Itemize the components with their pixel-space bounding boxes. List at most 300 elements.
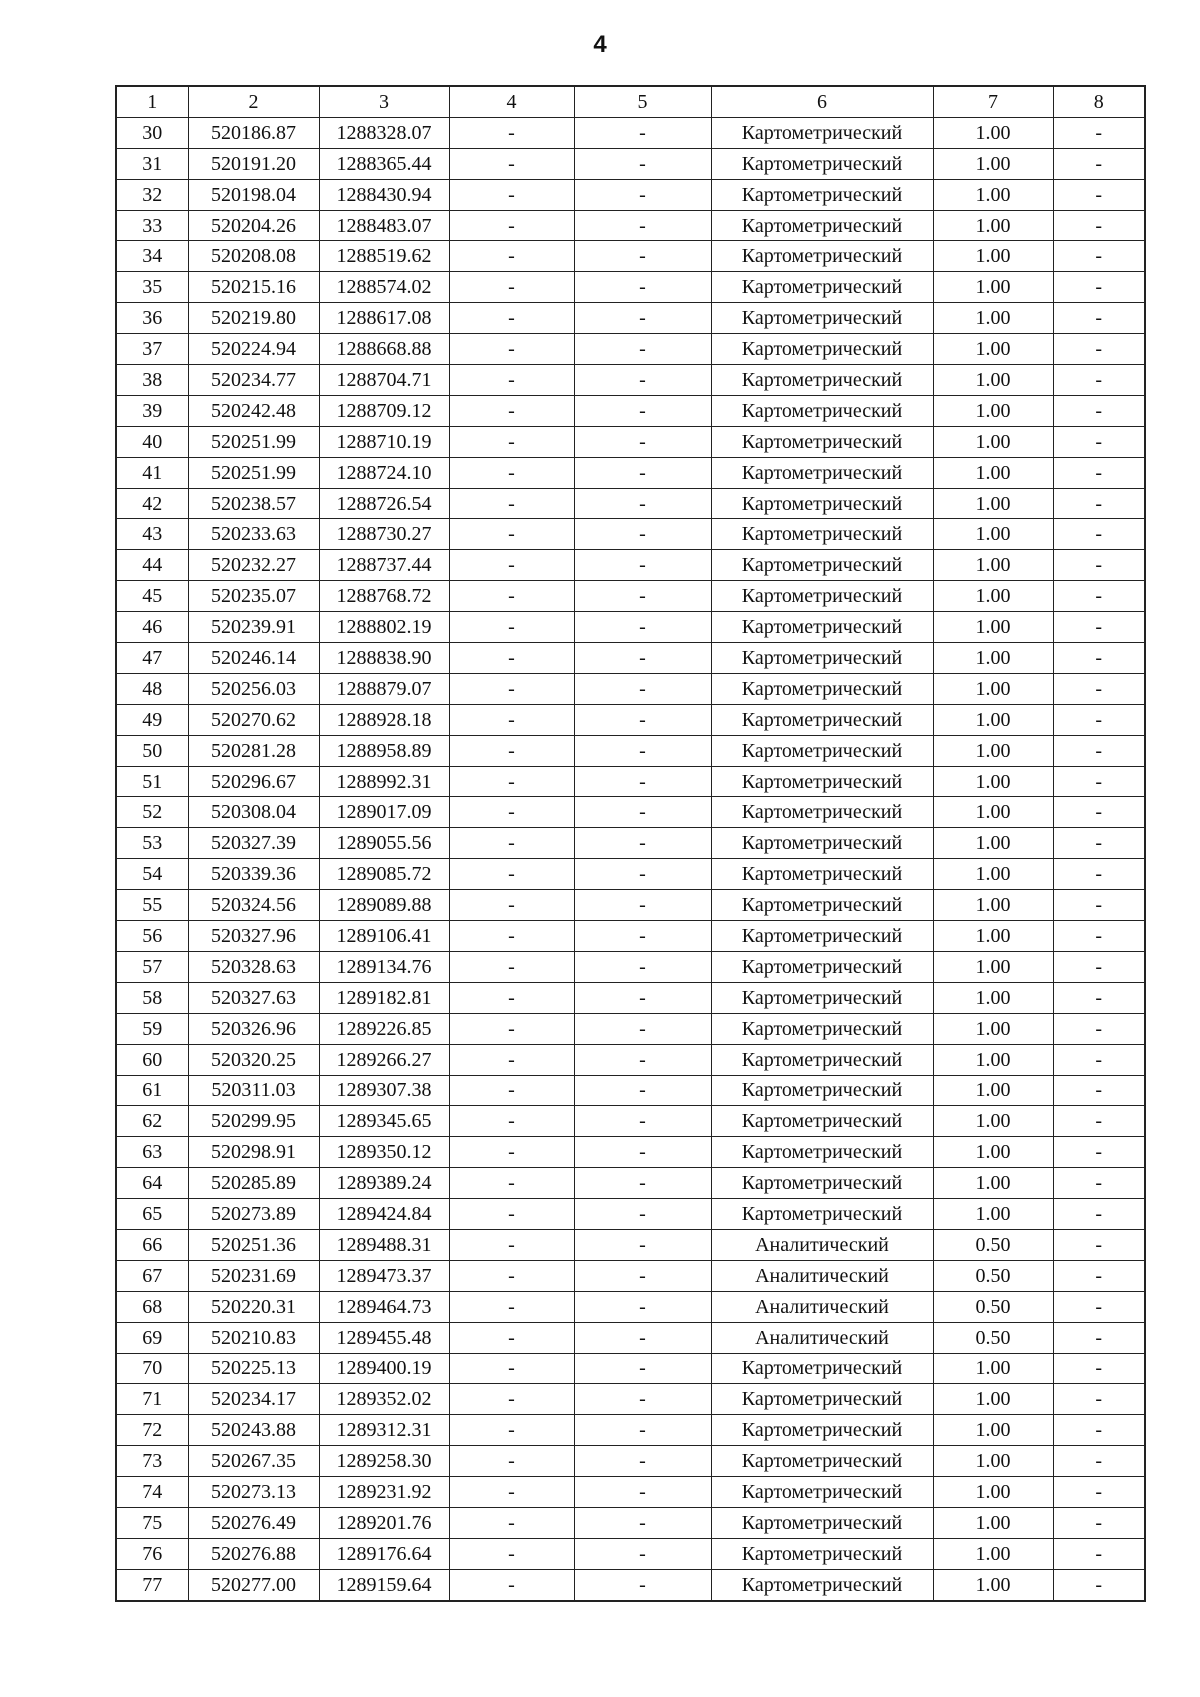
table-cell: - bbox=[1053, 210, 1145, 241]
table-cell: - bbox=[449, 1291, 574, 1322]
table-cell: 1288617.08 bbox=[319, 303, 449, 334]
table-row bbox=[116, 457, 1145, 488]
table-cell: Картометрический bbox=[711, 457, 933, 488]
table-cell: 520327.63 bbox=[188, 982, 319, 1013]
table-cell: - bbox=[574, 766, 711, 797]
table-cell: 56 bbox=[116, 921, 188, 952]
table-cell: - bbox=[574, 890, 711, 921]
table-cell: Картометрический bbox=[711, 1507, 933, 1538]
table-cell: 1.00 bbox=[933, 1538, 1053, 1569]
column-header: 3 bbox=[319, 86, 449, 117]
table-cell: 36 bbox=[116, 303, 188, 334]
table-cell: 1288365.44 bbox=[319, 148, 449, 179]
table-row bbox=[116, 1446, 1145, 1477]
table-cell: 1.00 bbox=[933, 951, 1053, 982]
table-row bbox=[116, 1137, 1145, 1168]
table-cell: - bbox=[1053, 1538, 1145, 1569]
table-cell: 37 bbox=[116, 334, 188, 365]
table-cell: 1.00 bbox=[933, 1137, 1053, 1168]
table-cell: - bbox=[449, 1569, 574, 1600]
table-cell: - bbox=[449, 673, 574, 704]
table-cell: - bbox=[449, 365, 574, 396]
table-cell: 1289159.64 bbox=[319, 1569, 449, 1600]
table-cell: - bbox=[449, 519, 574, 550]
table-cell: - bbox=[574, 1075, 711, 1106]
table-cell: Картометрический bbox=[711, 179, 933, 210]
table-cell: 1.00 bbox=[933, 612, 1053, 643]
table-cell: Аналитический bbox=[711, 1291, 933, 1322]
table-row bbox=[116, 1569, 1145, 1600]
table-cell: - bbox=[1053, 1075, 1145, 1106]
table-cell: Картометрический bbox=[711, 117, 933, 148]
table-cell: 1.00 bbox=[933, 859, 1053, 890]
table-cell: Картометрический bbox=[711, 1044, 933, 1075]
table-cell: 40 bbox=[116, 426, 188, 457]
table-cell: - bbox=[449, 1507, 574, 1538]
table-cell: 46 bbox=[116, 612, 188, 643]
table-cell: 1288709.12 bbox=[319, 395, 449, 426]
table-cell: 71 bbox=[116, 1384, 188, 1415]
table-cell: 65 bbox=[116, 1199, 188, 1230]
table-cell: 520232.27 bbox=[188, 550, 319, 581]
table-cell: 1.00 bbox=[933, 1569, 1053, 1600]
table-cell: - bbox=[574, 241, 711, 272]
table-cell: Картометрический bbox=[711, 1446, 933, 1477]
table-cell: - bbox=[1053, 673, 1145, 704]
table-cell: 1289182.81 bbox=[319, 982, 449, 1013]
table-cell: 44 bbox=[116, 550, 188, 581]
table-cell: - bbox=[449, 982, 574, 1013]
table-cell: 1.00 bbox=[933, 519, 1053, 550]
table-cell: Картометрический bbox=[711, 643, 933, 674]
table-cell: 1288879.07 bbox=[319, 673, 449, 704]
table-header-row bbox=[116, 86, 1145, 117]
table-cell: 73 bbox=[116, 1446, 188, 1477]
table-cell: - bbox=[1053, 1199, 1145, 1230]
table-cell: 1.00 bbox=[933, 1446, 1053, 1477]
table-cell: Картометрический bbox=[711, 797, 933, 828]
table-cell: - bbox=[1053, 1044, 1145, 1075]
table-cell: 520324.56 bbox=[188, 890, 319, 921]
table-cell: 35 bbox=[116, 272, 188, 303]
table-cell: 520225.13 bbox=[188, 1353, 319, 1384]
table-cell: - bbox=[449, 1044, 574, 1075]
table-cell: 1.00 bbox=[933, 117, 1053, 148]
table-cell: - bbox=[449, 1075, 574, 1106]
table-cell: - bbox=[574, 210, 711, 241]
table-cell: - bbox=[449, 1199, 574, 1230]
table-cell: - bbox=[1053, 148, 1145, 179]
table-cell: - bbox=[1053, 766, 1145, 797]
table-cell: - bbox=[574, 1569, 711, 1600]
table-cell: - bbox=[574, 1384, 711, 1415]
table-cell: 1288710.19 bbox=[319, 426, 449, 457]
table-cell: Картометрический bbox=[711, 395, 933, 426]
table-cell: - bbox=[449, 581, 574, 612]
table-row bbox=[116, 1291, 1145, 1322]
table-cell: - bbox=[449, 241, 574, 272]
table-cell: - bbox=[449, 488, 574, 519]
column-header: 6 bbox=[711, 86, 933, 117]
table-cell: - bbox=[1053, 1507, 1145, 1538]
table-cell: Аналитический bbox=[711, 1260, 933, 1291]
table-cell: - bbox=[574, 1322, 711, 1353]
table-cell: - bbox=[1053, 1168, 1145, 1199]
table-cell: 1.00 bbox=[933, 1075, 1053, 1106]
table-cell: 77 bbox=[116, 1569, 188, 1600]
table-cell: 43 bbox=[116, 519, 188, 550]
table-cell: - bbox=[449, 148, 574, 179]
table-cell: - bbox=[1053, 612, 1145, 643]
page-number: 4 bbox=[593, 31, 607, 58]
table-cell: 1289464.73 bbox=[319, 1291, 449, 1322]
table-cell: 520251.99 bbox=[188, 457, 319, 488]
table-row bbox=[116, 1229, 1145, 1260]
table-cell: - bbox=[449, 1446, 574, 1477]
table-cell: - bbox=[1053, 1013, 1145, 1044]
table-cell: 1289134.76 bbox=[319, 951, 449, 982]
table-cell: 520242.48 bbox=[188, 395, 319, 426]
table-cell: 75 bbox=[116, 1507, 188, 1538]
table-cell: 520327.96 bbox=[188, 921, 319, 952]
table-row bbox=[116, 395, 1145, 426]
table-cell: 1.00 bbox=[933, 395, 1053, 426]
table-cell: - bbox=[449, 1415, 574, 1446]
table-cell: 42 bbox=[116, 488, 188, 519]
column-header: 7 bbox=[933, 86, 1053, 117]
table-cell: Картометрический bbox=[711, 859, 933, 890]
table-cell: Картометрический bbox=[711, 704, 933, 735]
table-cell: 33 bbox=[116, 210, 188, 241]
table-cell: - bbox=[449, 1538, 574, 1569]
table-cell: - bbox=[1053, 1477, 1145, 1508]
table-cell: Аналитический bbox=[711, 1322, 933, 1353]
table-cell: - bbox=[574, 1353, 711, 1384]
table-cell: 1.00 bbox=[933, 673, 1053, 704]
table-cell: 1289389.24 bbox=[319, 1168, 449, 1199]
table-cell: 76 bbox=[116, 1538, 188, 1569]
table-cell: Аналитический bbox=[711, 1229, 933, 1260]
table-cell: - bbox=[449, 117, 574, 148]
table-cell: 1288430.94 bbox=[319, 179, 449, 210]
column-header: 5 bbox=[574, 86, 711, 117]
table-cell: 1288802.19 bbox=[319, 612, 449, 643]
table-cell: 1.00 bbox=[933, 704, 1053, 735]
table-cell: - bbox=[449, 766, 574, 797]
table-cell: - bbox=[574, 1199, 711, 1230]
column-header: 1 bbox=[116, 86, 188, 117]
table-cell: Картометрический bbox=[711, 1415, 933, 1446]
table-cell: 60 bbox=[116, 1044, 188, 1075]
table-row bbox=[116, 550, 1145, 581]
table-cell: Картометрический bbox=[711, 148, 933, 179]
table-cell: - bbox=[1053, 334, 1145, 365]
table-cell: 1289352.02 bbox=[319, 1384, 449, 1415]
table-cell: - bbox=[449, 859, 574, 890]
table-cell: - bbox=[449, 179, 574, 210]
table-cell: Картометрический bbox=[711, 1013, 933, 1044]
table-cell: 520285.89 bbox=[188, 1168, 319, 1199]
table-cell: 1289089.88 bbox=[319, 890, 449, 921]
table-cell: - bbox=[449, 735, 574, 766]
table-cell: - bbox=[574, 395, 711, 426]
table-cell: Картометрический bbox=[711, 1538, 933, 1569]
table-cell: 520191.20 bbox=[188, 148, 319, 179]
table-row bbox=[116, 643, 1145, 674]
table-row bbox=[116, 1353, 1145, 1384]
table-cell: - bbox=[1053, 921, 1145, 952]
table-cell: - bbox=[449, 1384, 574, 1415]
table-cell: 520251.99 bbox=[188, 426, 319, 457]
table-cell: - bbox=[1053, 735, 1145, 766]
table-cell: 0.50 bbox=[933, 1229, 1053, 1260]
table-cell: Картометрический bbox=[711, 1353, 933, 1384]
table-cell: - bbox=[574, 982, 711, 1013]
table-cell: 520215.16 bbox=[188, 272, 319, 303]
table-cell: 66 bbox=[116, 1229, 188, 1260]
table-cell: - bbox=[449, 1322, 574, 1353]
table-row bbox=[116, 272, 1145, 303]
table-cell: 1.00 bbox=[933, 550, 1053, 581]
table-row bbox=[116, 210, 1145, 241]
table-row bbox=[116, 581, 1145, 612]
table-cell: Картометрический bbox=[711, 828, 933, 859]
table-cell: - bbox=[1053, 1291, 1145, 1322]
table-cell: - bbox=[1053, 797, 1145, 828]
table-cell: 520277.00 bbox=[188, 1569, 319, 1600]
table-cell: Картометрический bbox=[711, 334, 933, 365]
table-row bbox=[116, 1384, 1145, 1415]
table-cell: 1289312.31 bbox=[319, 1415, 449, 1446]
table-cell: 520251.36 bbox=[188, 1229, 319, 1260]
table-cell: - bbox=[1053, 890, 1145, 921]
table-cell: Картометрический bbox=[711, 1106, 933, 1137]
table-cell: 520267.35 bbox=[188, 1446, 319, 1477]
table-cell: - bbox=[1053, 1260, 1145, 1291]
table-cell: 520235.07 bbox=[188, 581, 319, 612]
table-cell: - bbox=[449, 612, 574, 643]
table-cell: - bbox=[1053, 303, 1145, 334]
table-cell: 1289424.84 bbox=[319, 1199, 449, 1230]
table-body bbox=[116, 117, 1145, 1600]
table-cell: - bbox=[574, 179, 711, 210]
table-cell: Картометрический bbox=[711, 735, 933, 766]
table-cell: 520327.39 bbox=[188, 828, 319, 859]
table-cell: 69 bbox=[116, 1322, 188, 1353]
table-cell: Картометрический bbox=[711, 890, 933, 921]
table-cell: Картометрический bbox=[711, 1477, 933, 1508]
table-cell: 520239.91 bbox=[188, 612, 319, 643]
table-cell: 1.00 bbox=[933, 1013, 1053, 1044]
table-cell: - bbox=[1053, 1415, 1145, 1446]
table-cell: 59 bbox=[116, 1013, 188, 1044]
table-cell: 67 bbox=[116, 1260, 188, 1291]
table-cell: 1.00 bbox=[933, 982, 1053, 1013]
table-row bbox=[116, 797, 1145, 828]
table-cell: 520219.80 bbox=[188, 303, 319, 334]
table-cell: 1.00 bbox=[933, 890, 1053, 921]
table-cell: 1289231.92 bbox=[319, 1477, 449, 1508]
table-cell: 520186.87 bbox=[188, 117, 319, 148]
table-row bbox=[116, 921, 1145, 952]
table-cell: 520210.83 bbox=[188, 1322, 319, 1353]
table-row bbox=[116, 1260, 1145, 1291]
table-cell: 520273.13 bbox=[188, 1477, 319, 1508]
table-cell: 39 bbox=[116, 395, 188, 426]
table-cell: 54 bbox=[116, 859, 188, 890]
table-cell: - bbox=[1053, 581, 1145, 612]
table-cell: 1288574.02 bbox=[319, 272, 449, 303]
table-cell: - bbox=[574, 828, 711, 859]
table-cell: 72 bbox=[116, 1415, 188, 1446]
table-cell: - bbox=[574, 735, 711, 766]
table-cell: Картометрический bbox=[711, 488, 933, 519]
table-cell: 1.00 bbox=[933, 643, 1053, 674]
table-cell: - bbox=[449, 1477, 574, 1508]
table-cell: 1.00 bbox=[933, 457, 1053, 488]
table-cell: 1289258.30 bbox=[319, 1446, 449, 1477]
table-cell: 520281.28 bbox=[188, 735, 319, 766]
table-cell: 1288704.71 bbox=[319, 365, 449, 396]
table-cell: 1289350.12 bbox=[319, 1137, 449, 1168]
table-cell: - bbox=[449, 1168, 574, 1199]
table-cell: Картометрический bbox=[711, 1199, 933, 1230]
table-cell: - bbox=[574, 1044, 711, 1075]
table-cell: - bbox=[574, 488, 711, 519]
table-cell: - bbox=[449, 1106, 574, 1137]
table-cell: Картометрический bbox=[711, 982, 933, 1013]
table-cell: Картометрический bbox=[711, 673, 933, 704]
table-cell: - bbox=[574, 1538, 711, 1569]
table-cell: - bbox=[574, 1291, 711, 1322]
table-cell: 520311.03 bbox=[188, 1075, 319, 1106]
table-cell: - bbox=[574, 1507, 711, 1538]
table-cell: - bbox=[1053, 550, 1145, 581]
table-cell: 51 bbox=[116, 766, 188, 797]
table-cell: 520238.57 bbox=[188, 488, 319, 519]
table-cell: 1.00 bbox=[933, 365, 1053, 396]
table-cell: 64 bbox=[116, 1168, 188, 1199]
table-cell: 63 bbox=[116, 1137, 188, 1168]
table-cell: 0.50 bbox=[933, 1260, 1053, 1291]
table-cell: Картометрический bbox=[711, 581, 933, 612]
table-cell: 520276.49 bbox=[188, 1507, 319, 1538]
table-cell: 1.00 bbox=[933, 303, 1053, 334]
table-cell: Картометрический bbox=[711, 766, 933, 797]
table-cell: - bbox=[574, 303, 711, 334]
table-cell: 48 bbox=[116, 673, 188, 704]
table-row bbox=[116, 1013, 1145, 1044]
table-cell: - bbox=[574, 797, 711, 828]
table-cell: 1.00 bbox=[933, 426, 1053, 457]
table-row bbox=[116, 951, 1145, 982]
table-row bbox=[116, 828, 1145, 859]
table-cell: 1288726.54 bbox=[319, 488, 449, 519]
table-row bbox=[116, 334, 1145, 365]
table-cell: 520276.88 bbox=[188, 1538, 319, 1569]
table-cell: 520328.63 bbox=[188, 951, 319, 982]
table-cell: 1.00 bbox=[933, 210, 1053, 241]
table-cell: - bbox=[574, 921, 711, 952]
table-row bbox=[116, 1507, 1145, 1538]
table-cell: 61 bbox=[116, 1075, 188, 1106]
table-cell: Картометрический bbox=[711, 951, 933, 982]
table-cell: Картометрический bbox=[711, 1569, 933, 1600]
table-cell: - bbox=[1053, 241, 1145, 272]
table-cell: - bbox=[449, 1137, 574, 1168]
table-cell: - bbox=[574, 1013, 711, 1044]
table-cell: Картометрический bbox=[711, 519, 933, 550]
coordinates-table bbox=[115, 85, 1146, 1602]
table-cell: 1289176.64 bbox=[319, 1538, 449, 1569]
table-cell: - bbox=[574, 951, 711, 982]
table-cell: 1288328.07 bbox=[319, 117, 449, 148]
table-cell: 520243.88 bbox=[188, 1415, 319, 1446]
table-cell: 1.00 bbox=[933, 1199, 1053, 1230]
table-cell: 1288483.07 bbox=[319, 210, 449, 241]
table-cell: - bbox=[574, 365, 711, 396]
table-cell: 1289085.72 bbox=[319, 859, 449, 890]
table-cell: 1.00 bbox=[933, 1168, 1053, 1199]
table-cell: 1288928.18 bbox=[319, 704, 449, 735]
table-cell: - bbox=[449, 550, 574, 581]
table-cell: 68 bbox=[116, 1291, 188, 1322]
table-row bbox=[116, 1168, 1145, 1199]
table-cell: - bbox=[449, 1229, 574, 1260]
table-cell: - bbox=[1053, 951, 1145, 982]
table-cell: - bbox=[574, 426, 711, 457]
table-cell: 1288958.89 bbox=[319, 735, 449, 766]
table-cell: - bbox=[574, 1446, 711, 1477]
table-cell: - bbox=[449, 1013, 574, 1044]
table-cell: Картометрический bbox=[711, 272, 933, 303]
table-cell: 53 bbox=[116, 828, 188, 859]
table-cell: 62 bbox=[116, 1106, 188, 1137]
table-cell: 70 bbox=[116, 1353, 188, 1384]
table-cell: Картометрический bbox=[711, 303, 933, 334]
table-cell: 1.00 bbox=[933, 797, 1053, 828]
table-row bbox=[116, 1415, 1145, 1446]
table-cell: - bbox=[1053, 1384, 1145, 1415]
table-cell: 1.00 bbox=[933, 1044, 1053, 1075]
table-row bbox=[116, 673, 1145, 704]
table-cell: - bbox=[1053, 426, 1145, 457]
table-cell: 520233.63 bbox=[188, 519, 319, 550]
table-cell: 520231.69 bbox=[188, 1260, 319, 1291]
table-cell: 1289455.48 bbox=[319, 1322, 449, 1353]
table-cell: - bbox=[574, 859, 711, 890]
table-cell: 1289473.37 bbox=[319, 1260, 449, 1291]
table-cell: 1.00 bbox=[933, 272, 1053, 303]
table-cell: 30 bbox=[116, 117, 188, 148]
table-cell: - bbox=[1053, 828, 1145, 859]
table-cell: - bbox=[1053, 704, 1145, 735]
table-cell: - bbox=[449, 704, 574, 735]
table-cell: - bbox=[449, 1353, 574, 1384]
table-row bbox=[116, 982, 1145, 1013]
table-row bbox=[116, 426, 1145, 457]
table-cell: - bbox=[574, 519, 711, 550]
table-row bbox=[116, 612, 1145, 643]
table-cell: 47 bbox=[116, 643, 188, 674]
table-cell: 1.00 bbox=[933, 1384, 1053, 1415]
table-cell: 31 bbox=[116, 148, 188, 179]
column-header: 8 bbox=[1053, 86, 1145, 117]
table-cell: - bbox=[574, 643, 711, 674]
table-cell: 1289017.09 bbox=[319, 797, 449, 828]
table-cell: - bbox=[449, 828, 574, 859]
table-cell: - bbox=[574, 1229, 711, 1260]
